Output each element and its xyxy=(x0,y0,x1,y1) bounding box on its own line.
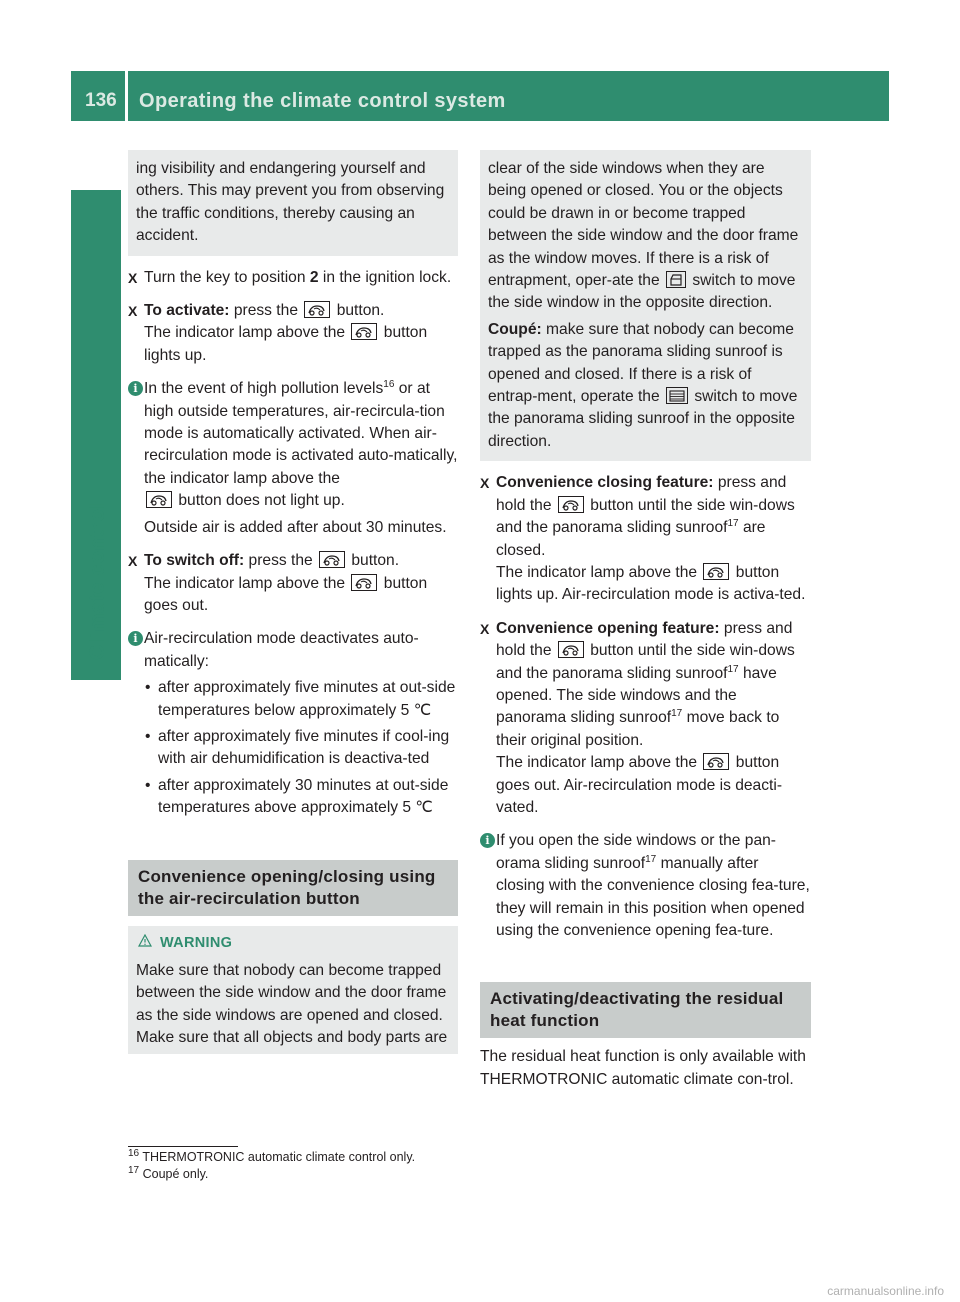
step-arrow-icon: X xyxy=(128,269,138,286)
step-lead: To activate: xyxy=(144,302,230,320)
step-arrow-icon: X xyxy=(128,553,138,570)
step-convenience-opening xyxy=(480,618,811,820)
warning-continuation-box xyxy=(128,150,458,256)
coupe-text xyxy=(488,319,803,453)
info-text-b: manually after closing with the convenience closing fea-ture, they will remain in this position when opened using the convenience opening fea-ture. xyxy=(496,854,810,939)
header-separator xyxy=(125,71,128,121)
step-arrow-icon: X xyxy=(128,303,138,320)
warning-text xyxy=(488,158,803,315)
recirculation-button-icon xyxy=(304,301,330,318)
warning-continuation-box xyxy=(480,150,811,461)
info-text xyxy=(144,378,458,512)
list-item-text: after approximately five minutes at out-side temperatures below approximately 5 ℃ xyxy=(158,679,456,719)
warning-title xyxy=(136,932,450,954)
footnote-text: Coupé only. xyxy=(142,1167,209,1181)
footnote-ref: 17 xyxy=(727,517,739,529)
warning-text: Make sure that nobody can become trapped between the side window and the door frame as the side windows are opened and closed. Make sure that all objects and body parts are xyxy=(136,961,448,1047)
info-icon: i xyxy=(128,631,143,646)
page-title: Operating the climate control system xyxy=(139,90,506,112)
list-item xyxy=(144,726,458,771)
section-heading-convenience: Convenience opening/closing using the air-recirculation button xyxy=(128,860,458,916)
recirculation-button-icon xyxy=(703,753,729,770)
info-icon: i xyxy=(128,381,143,396)
step-arrow-icon: X xyxy=(480,475,490,492)
warning-box xyxy=(128,926,458,1054)
coupe-lead: Coupé: xyxy=(488,320,542,338)
step-text: button goes out. xyxy=(144,574,428,614)
step-ignition xyxy=(128,267,458,289)
list-item xyxy=(144,775,458,820)
step-text: press the xyxy=(233,302,298,320)
footnote-ref: 17 xyxy=(671,708,683,720)
footnote-text: THERMOTRONIC automatic climate control only. xyxy=(142,1150,416,1164)
info-text: Air-recirculation mode deactivates auto-matically: xyxy=(144,630,419,670)
coupe-text-b: switch to move the panorama sliding sunroof in the opposite direction. xyxy=(488,388,798,450)
recirculation-button-icon xyxy=(351,323,377,340)
recirculation-button-icon xyxy=(703,563,729,580)
recirculation-button-icon xyxy=(319,551,345,568)
footnote xyxy=(128,1166,458,1183)
recirculation-button-icon xyxy=(558,641,584,658)
bullet-icon: • xyxy=(145,727,151,745)
list-item xyxy=(144,677,458,722)
warning-text-a: clear of the side windows when they are being opened or closed. You or the objects could be drawn in or become trapped between the side window and the door frame as the window moves. If there is a risk of entrapment, oper-ate the xyxy=(488,160,799,290)
step-text: The indicator lamp above the xyxy=(144,324,346,342)
list-item-text: after approximately five minutes if cool-ing with air dehumidification is deactiva-ted xyxy=(158,727,450,768)
residual-heat-text: The residual heat function is only available with THERMOTRONIC automatic climate con-trol. xyxy=(480,1048,806,1088)
step-text: press and hold the xyxy=(496,619,793,660)
warning-continuation-text: ing visibility and endangering yourself and others. This may prevent you from observing the traffic conditions, thereby causing an accident. xyxy=(136,160,445,245)
footnote-ref: 17 xyxy=(645,853,657,865)
step-text: button lights up. xyxy=(144,324,428,364)
info-text-d: Outside air is added after about 30 minutes. xyxy=(144,518,447,536)
info-text-c: button does not light up. xyxy=(178,492,345,510)
step-text: button. xyxy=(336,302,385,320)
step-text: button. xyxy=(351,552,400,570)
left-column xyxy=(128,150,458,1054)
coupe-text-a: make sure that nobody can become trapped as the panorama sliding sunroof is opened and closed. If there is a risk of entrap-ment, operate the xyxy=(488,320,794,406)
chapter-label: Climate control xyxy=(86,502,109,660)
recirculation-button-icon xyxy=(558,496,584,513)
right-column xyxy=(480,150,811,1091)
footnote-number: 17 xyxy=(128,1164,140,1176)
step-text: press and hold the xyxy=(496,474,787,514)
info-pollution xyxy=(128,378,458,539)
page-number: 136 xyxy=(85,90,117,111)
footnote-number: 16 xyxy=(128,1147,140,1159)
step-lead: Convenience opening feature: xyxy=(496,619,720,637)
bullet-icon: • xyxy=(145,776,151,794)
step-switch-off xyxy=(128,550,458,617)
info-text xyxy=(496,830,811,942)
step-lead: Convenience closing feature: xyxy=(496,474,714,492)
warning-icon xyxy=(138,932,152,954)
info-manual-windows xyxy=(480,830,811,942)
watermark: carmanualsonline.info xyxy=(827,1284,944,1298)
info-text-a: In the event of high pollution levels xyxy=(144,380,384,398)
step-text: have opened. The side windows and the panorama sliding sunroof xyxy=(496,664,777,727)
step-text: button lights up. Air-recirculation mode is activa-ted. xyxy=(496,563,806,604)
step-text: The indicator lamp above the xyxy=(144,574,346,592)
step-text: button until the side win-dows and the panorama sliding sunroof xyxy=(496,496,795,537)
info-icon: i xyxy=(480,833,495,848)
sunroof-switch-icon xyxy=(666,387,688,404)
step-activate xyxy=(128,300,458,367)
info-text-a: If you open the side windows or the pan-orama sliding sunroof xyxy=(496,832,776,872)
recirculation-button-icon xyxy=(146,491,172,508)
step-text: press the xyxy=(248,552,313,570)
warning-text-b: switch to move the side window in the opposite direction. xyxy=(488,272,796,312)
info-deactivation xyxy=(128,628,458,819)
step-text: button goes out. Air-recirculation mode is deacti-vated. xyxy=(496,754,783,816)
section-heading-residual-heat: Activating/deactivating the residual heat function xyxy=(480,982,811,1038)
step-arrow-icon: X xyxy=(480,620,490,637)
footnote-ref: 16 xyxy=(383,379,395,391)
footnotes xyxy=(128,1149,458,1183)
step-text: The indicator lamp above the xyxy=(496,563,698,581)
warning-label: WARNING xyxy=(160,934,233,951)
step-text: button until the side win-dows and the panorama sliding sunroof xyxy=(496,642,795,682)
bullet-icon: • xyxy=(145,679,151,697)
step-text: Turn the key to position 2 in the ignition lock. xyxy=(144,268,452,286)
info-text-b: or at high outside temperatures, air-recircula-tion mode is automatically activated. When air-recirculation mode is activated auto-matically, the indicator lamp above the xyxy=(144,380,458,487)
list-item-text: after approximately 30 minutes at out-side temperatures above approximately 5 ℃ xyxy=(158,776,449,817)
recirculation-button-icon xyxy=(351,574,377,591)
step-text: are closed. xyxy=(496,519,766,559)
step-text: move back to their original position. xyxy=(496,709,780,749)
step-convenience-closing xyxy=(480,472,811,606)
step-lead: To switch off: xyxy=(144,552,245,570)
footnote xyxy=(128,1149,458,1166)
footnote-ref: 17 xyxy=(727,663,739,675)
step-text: The indicator lamp above the xyxy=(496,754,698,772)
footnote-divider xyxy=(128,1146,238,1147)
window-switch-icon xyxy=(666,271,686,288)
